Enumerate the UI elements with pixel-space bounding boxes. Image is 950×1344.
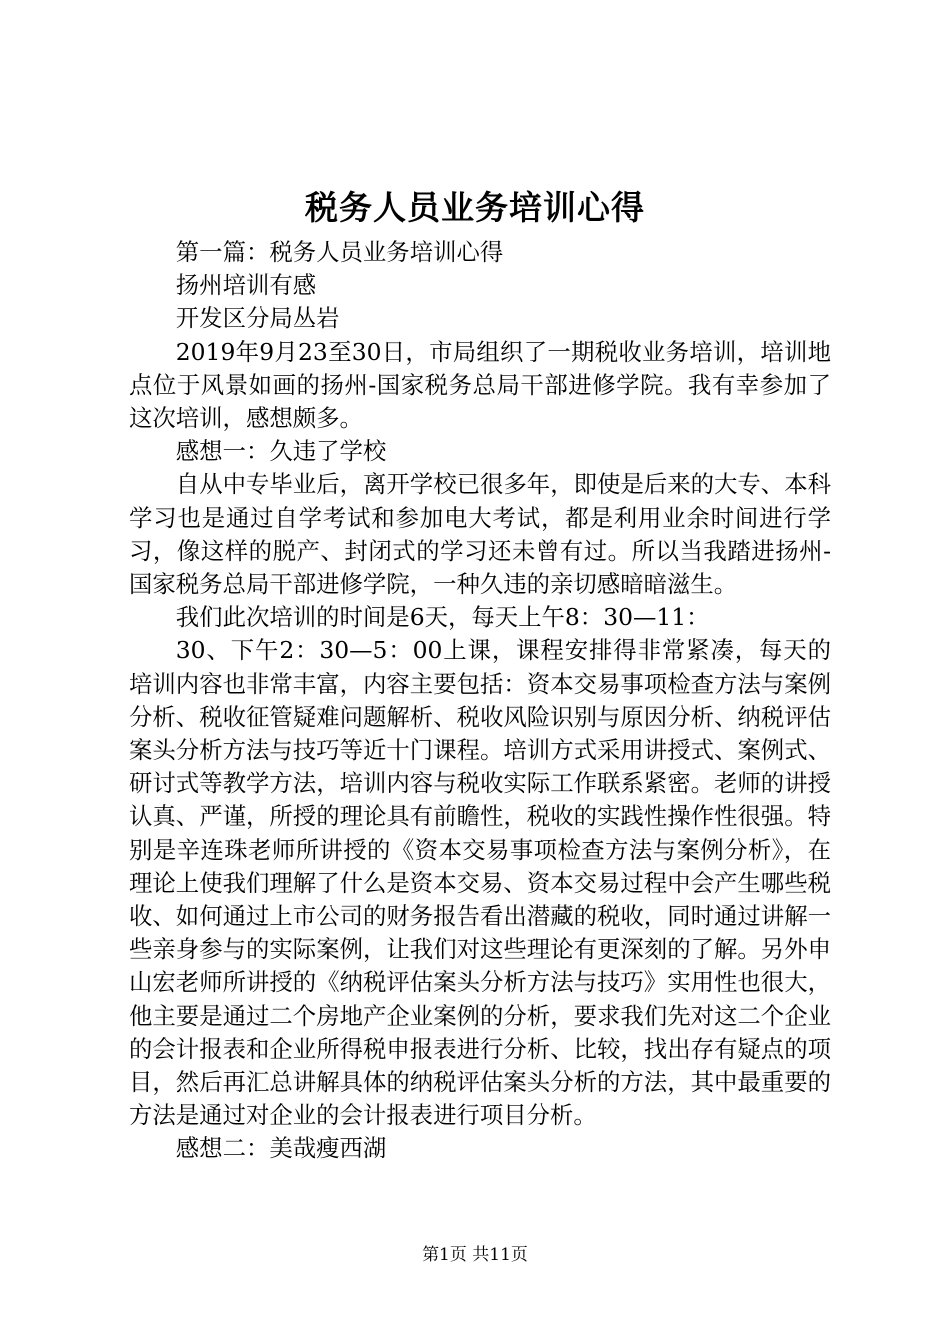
paragraph-heading-two: 感想二：美哉瘦西湖	[175, 1134, 387, 1163]
paragraph-body: 我们此次培训的时间是6天，每天上午8：30—11：	[175, 603, 710, 632]
document-title: 税务人员业务培训心得	[305, 188, 645, 227]
paragraph-section-heading: 第一篇：税务人员业务培训心得	[175, 238, 504, 266]
paragraph-author: 开发区分局丛岩	[175, 304, 340, 333]
page-footer: 第1页 共11页	[422, 1245, 528, 1265]
document-body	[129, 236, 831, 1166]
paragraph-subtitle: 扬州培训有感	[175, 271, 317, 300]
paragraph-intro: 2019年9月23至30日，市局组织了一期税收业务培训，培训地点位于风景如画的扬州-国家税务总局干部进修学院。我有幸参加了这次培训，感想颇多。	[129, 337, 831, 433]
paragraph-body: 30、下午2：30—5：00上课，课程安排得非常紧凑，每天的培训内容也非常丰富，内容主要包括：资本交易事项检查方法与案例分析、税收征管疑难问题解析、税收风险识别与原因分析、纳税评估案头分析方法与技巧等近十门课程。培训方式采用讲授式、案例式、研讨式等教学方法，培训内容与税收实际工作联系紧密。老师的讲授认真、严谨，所授的理论具有前瞻性，税收的实践性操作性很强。特别是辛连珠老师所讲授的《资本交易事项检查方法与案例分析》，在理论上使我们理解了什么是资本交易、资本交易过程中会产生哪些税收、如何通过上市公司的财务报告看出潜藏的税收，同时通过讲解一些亲身参与的实际案例，让我们对这些理论有更深刻的了解。另外申山宏老师所讲授的《纳税评估案头分析方法与技巧》实用性也很大，他主要是通过二个房地产企业案例的分析，要求我们先对这二个企业的会计报表和企业所得税申报表进行分析、比较，找出存有疑点的项目，然后再汇总讲解具体的纳税评估案头分析的方法，其中最重要的方法是通过对企业的会计报表进行项目分析。	[129, 636, 831, 1130]
paragraph-heading-one: 感想一：久违了学校	[175, 437, 387, 466]
paragraph-body: 自从中专毕业后，离开学校已很多年，即使是后来的大专、本科学习也是通过自学考试和参加电大考试，都是利用业余时间进行学习，像这样的脱产、封闭式的学习还未曾有过。所以当我踏进扬州-国家税务总局干部进修学院，一种久违的亲切感暗暗滋生。	[129, 470, 831, 599]
